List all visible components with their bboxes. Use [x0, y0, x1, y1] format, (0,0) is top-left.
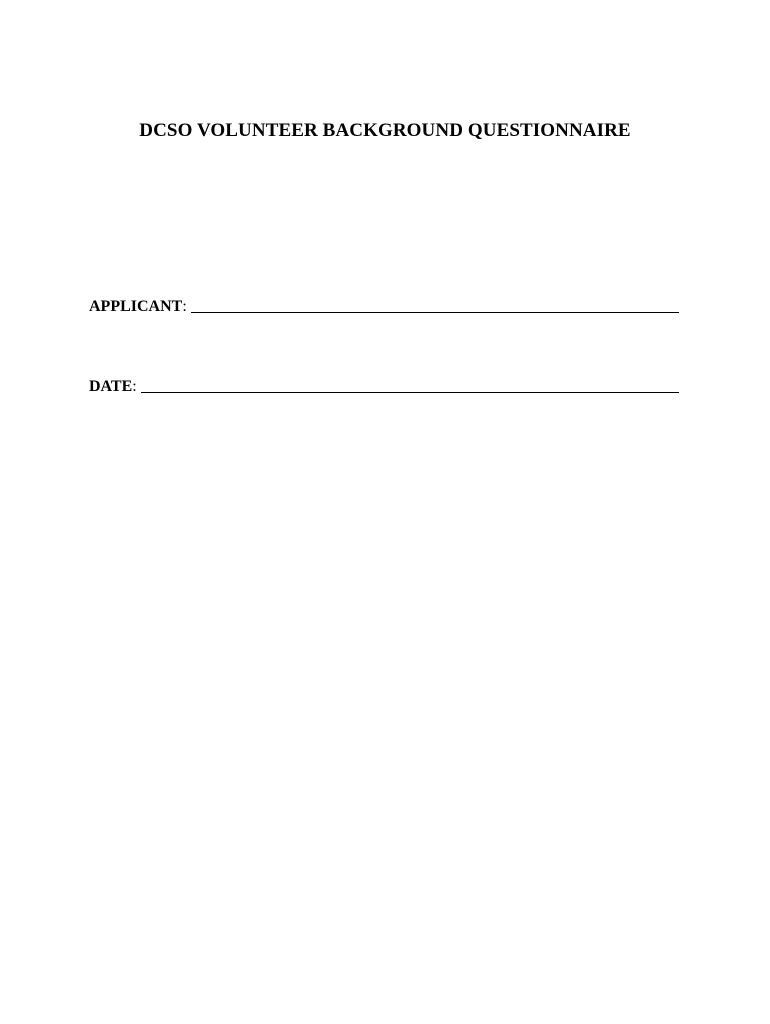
document-title: DCSO VOLUNTEER BACKGROUND QUESTIONNAIRE: [139, 120, 631, 141]
date-colon: :: [132, 378, 137, 395]
date-field-row: [89, 374, 679, 396]
date-label: DATE: [89, 378, 133, 395]
applicant-colon: :: [182, 298, 187, 315]
applicant-label: APPLICANT: [89, 298, 183, 315]
date-blank-line[interactable]: [141, 392, 679, 393]
applicant-blank-line[interactable]: [191, 312, 679, 313]
applicant-field-row: [89, 294, 679, 316]
